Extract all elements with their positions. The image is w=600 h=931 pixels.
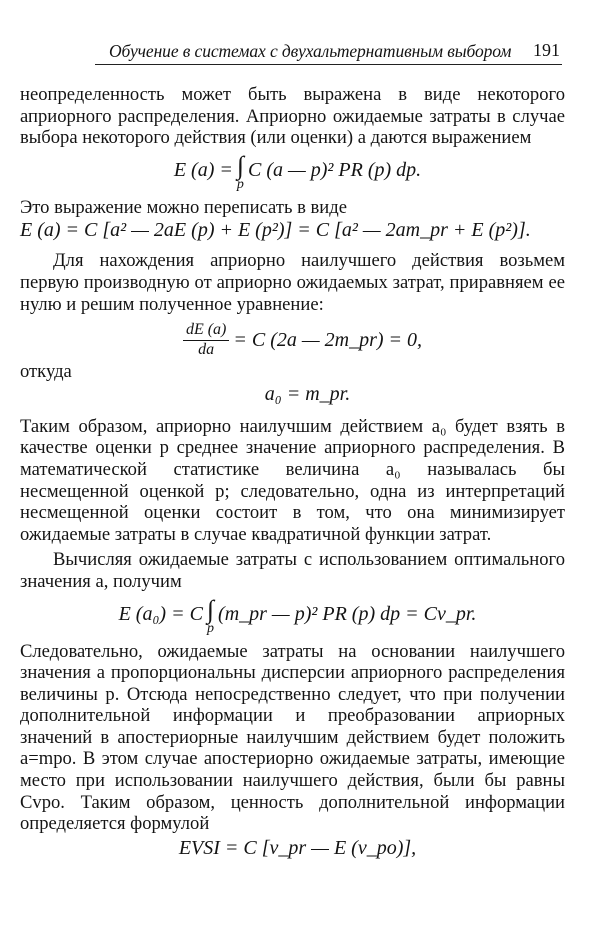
paragraph-5: Таким образом, априорно наилучшим действием a₀ будет взять в качестве оценки p среднее значение априорного распределения. В математической статистике величина a₀ называлась бы несмещенной оценкой p; следовательно, одна из интерпретаций несмещенной оценки состоит в том, что она минимизирует ожидаемые затраты в случае квадратичной функции затрат. [20,415,565,545]
paragraph-2: Это выражение можно переписать в виде [20,196,347,218]
paragraph-7: Следовательно, ожидаемые затраты на основании наилучшего значения a пропорциональны дисперсии априорного распределения величины p. Отсюда непосредственно следует, что при получении дополнительной информации и преобразовании априорных значений в апостериорные наилучшим действием будет положить a=mpo. В этом случае апостериорно ожидаемые затраты, имеющие место при использовании наилучшего действия, были бы равны Cvpo. Таким образом, ценность дополнительной информации определяется формулой [20,640,565,835]
equation-5-integrand: (m_pr — p)² PR (p) dp = Cv_pr. [218,602,477,625]
integral-sign-2: ∫ p [206,594,215,636]
equation-derivative [20,321,565,359]
integral-sign: ∫ p [236,150,244,192]
equation-rewritten: E (a) = C [a² — 2aE (p) + E (p²)] = C [a² — 2am_pr + E (p²)]. [20,219,531,242]
equation-optimal-cost [20,594,565,637]
paragraph-6: Вычисляя ожидаемые затраты с использованием оптимального значения a, получим [20,549,565,592]
equation-1-lhs: E (a) = [173,158,233,181]
equation-5-lhs: E (a₀) = C [118,602,203,625]
equation-expected-cost [20,150,565,193]
equation-optimal-action: a₀ = m_pr. [264,382,351,405]
equation-1-integrand: C (a — p)² PR (p) dp. [247,158,422,181]
fraction-numerator: dE (a) [183,321,229,341]
running-head: Обучение в системах с двухальтернативным выбором [109,41,512,61]
paragraph-1: неопределенность может быть выражена в виде некоторого априорного распределения. Априорно ожидаемые затраты в случае выбора некоторого действия (или оценки) a даются выражением [20,84,565,149]
integral-subscript-2: p [206,620,214,636]
page-header [95,38,562,65]
page-number: 191 [533,40,560,60]
page-body [20,84,565,860]
paragraph-4: откуда [20,361,72,383]
paragraph-3: Для нахождения априорно наилучшего действия возьмем первую производную от априорно ожидаемых затрат, приравняем ее нулю и решим полученное уравнение: [20,250,565,315]
derivative-fraction [183,321,229,359]
equation-evsi: EVSI = C [v_pr — E (v_po)], [178,836,417,859]
integral-subscript: p [236,176,244,192]
equation-3-rhs: = C (2a — 2m_pr) = 0, [233,328,423,351]
fraction-denominator: da [198,341,215,359]
